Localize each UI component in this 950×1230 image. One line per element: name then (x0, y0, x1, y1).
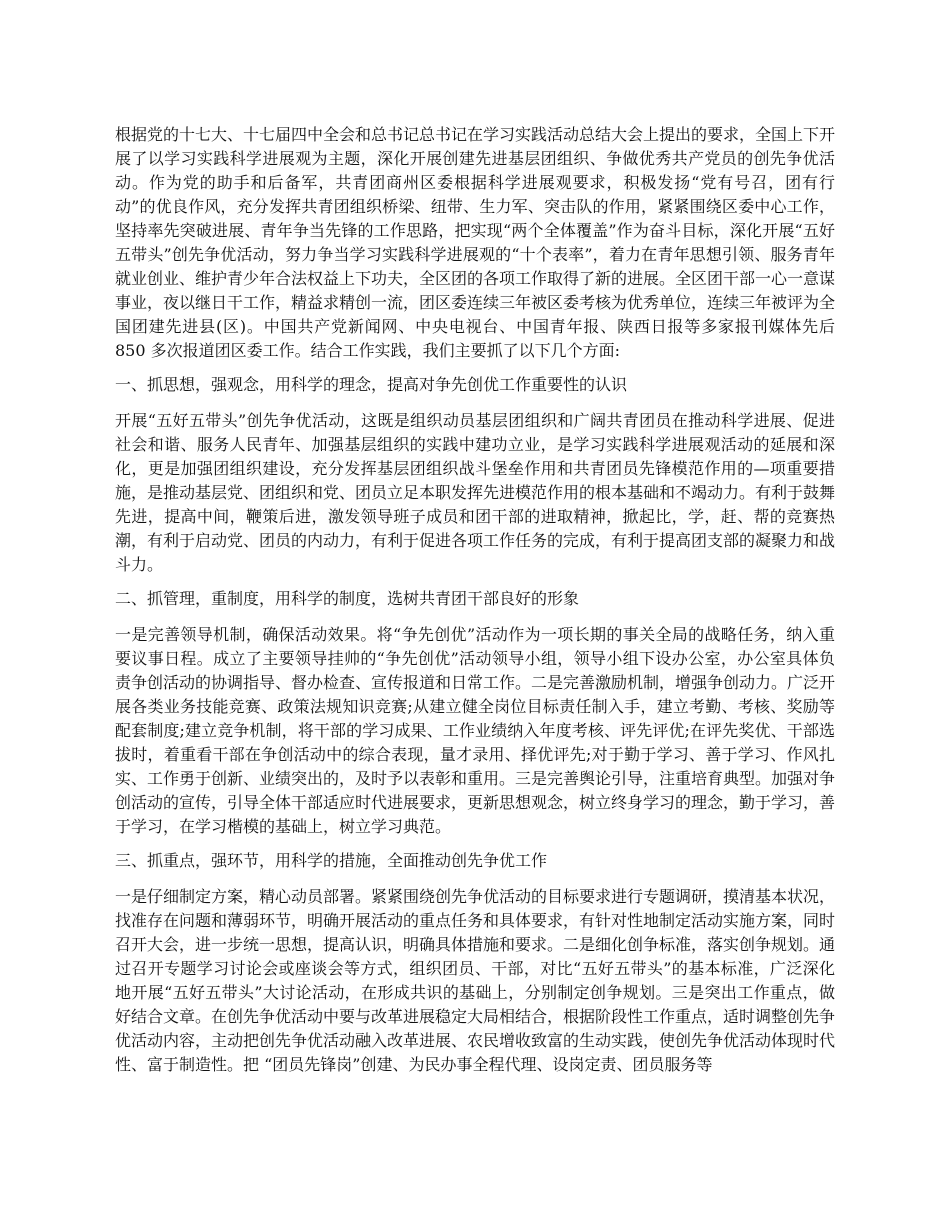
section-2-paragraph: 一是完善领导机制，确保活动效果。将“争先创优”活动作为一项长期的事关全局的战略任务，纳入重要议事日程。成立了主要领导挂帅的“争先创优”活动领导小组，领导小组下设办公室，办公室具体负责争创活动的协调指导、督办检查、宣传报道和日常工作。二是完善激励机制，增强争创动力。广泛开展各类业务技能竞赛、政策法规知识竞赛;从建立健全岗位目标责任制入手，建立考勤、考核、奖励等配套制度;建立竞争机制，将干部的学习成果、工作业绩纳入年度考核、评先评优;在评先奖优、干部选拔时，着重看干部在争创活动中的综合表现，量才录用、择优评先;对于勤于学习、善于学习、作风扎实、工作勇于创新、业绩突出的，及时予以表彰和重用。三是完善舆论引导，注重培育典型。加强对争创活动的宣传，引导全体干部适应时代进展要求，更新思想观念，树立终身学习的理念，勤于学习，善于学习，在学习楷模的基础上，树立学习典范。 (115, 625, 836, 836)
section-1-paragraph: 开展“五好五带头”创先争优活动，这既是组织动员基层团组织和广阔共青团员在推动科学进展、促进社会和谐、服务人民青年、加强基层组织的实践中建功立业，是学习实践科学进展观活动的延展和深化，更是加强团组织建设，充分发挥基层团组织战斗堡垒作用和共青团员先锋模范作用的—项重要措施，是推动基层党、团组织和党、团员立足本职发挥先进模范作用的根本基础和不竭动力。有利于鼓舞先进，提高中间，鞭策后进，激发领导班子成员和团干部的进取精神，掀起比，学，赶、帮的竞赛热潮，有利于启动党、团员的内动力，有利于促进各项工作任务的完成，有利于提高团支部的凝聚力和战斗力。 (115, 411, 836, 574)
document-body (115, 123, 835, 1087)
section-3-paragraph: 一是仔细制定方案，精心动员部署。紧紧围绕创先争优活动的目标要求进行专题调研，摸清基本状况，找准存在问题和薄弱环节，明确开展活动的重点任务和具体要求，有针对性地制定活动实施方案，同时召开大会，进一步统一思想，提高认识，明确具体措施和要求。二是细化创争标准，落实创争规划。通过召开专题学习讨论会或座谈会等方式，组织团员、干部，对比“五好五带头”的基本标准，广泛深化地开展“五好五带头”大讨论活动，在形成共识的基础上，分别制定创争规划。三是突出工作重点，做好结合文章。在创先争优活动中要与改革进展稳定大局相结合，根据阶段性工作重点，适时调整创先争优活动内容，主动把创先争优活动融入改革进展、农民增收致富的生动实践，使创先争优活动体现时代性、富于制造性。把 “团员先锋岗”创建、为民办事全程代理、设岗定责、团员服务等 (115, 887, 836, 1074)
intro-paragraph: 根据党的十七大、十七届四中全会和总书记总书记在学习实践活动总结大会上提出的要求，全国上下开展了以学习实践科学进展观为主题，深化开展创建先进基层团组织、争做优秀共产党员的创先争优活动。作为党的助手和后备军，共青团商州区委根据科学进展观要求，积极发扬“党有号召，团有行动”的优良作风，充分发挥共青团组织桥梁、纽带、生力军、突击队的作用，紧紧围绕区委中心工作，坚持率先突破进展、青年争当先锋的工作思路，把实现“两个全体覆盖”作为奋斗目标，深化开展“五好五带头”创先争优活动，努力争当学习实践科学进展观的“十个表率”，着力在青年思想引领、服务青年就业创业、维护青少年合法权益上下功夫，全区团的各项工作取得了新的进展。全区团干部一心一意谋事业，夜以继日干工作，精益求精创一流，团区委连续三年被区委考核为优秀单位，连续三年被评为全国团建先进县(区)。中国共产党新闻网、中央电视台、中国青年报、陕西日报等多家报刊媒体先后 850 多次报道团区委工作。结合工作实践，我们主要抓了以下几个方面: (115, 125, 836, 360)
section-heading-3: 三、抓重点，强环节，用科学的措施，全面推动创先争优工作 (115, 851, 548, 870)
section-heading-1: 一、抓思想，强观念，用科学的理念，提高对争先创优工作重要性的认识 (115, 375, 628, 394)
section-heading-2: 二、抓管理，重制度，用科学的制度，选树共青团干部良好的形象 (115, 589, 580, 608)
